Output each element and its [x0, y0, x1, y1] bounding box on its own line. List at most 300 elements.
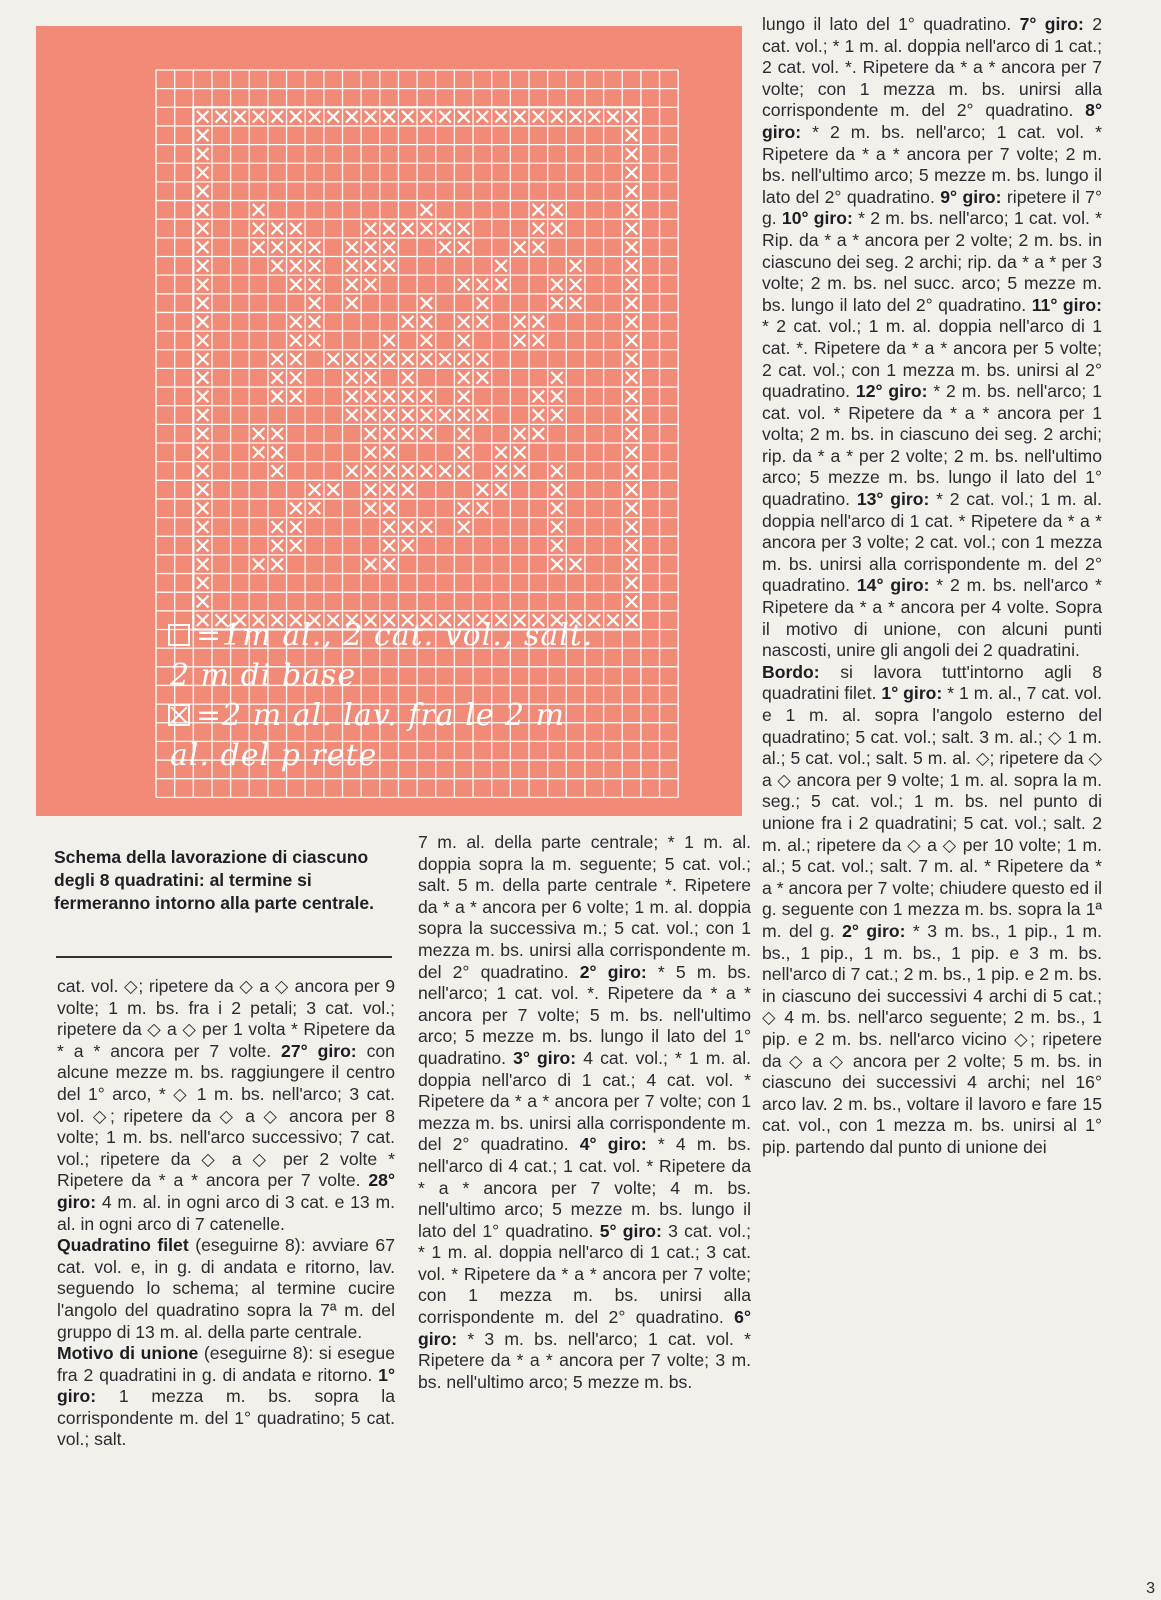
filled-cell [271, 241, 283, 253]
filled-cell [439, 111, 451, 123]
filled-cell [514, 111, 526, 123]
filled-cell [383, 223, 395, 235]
body-text: ripetere il 7° g. [762, 186, 1102, 229]
filled-cell [626, 260, 638, 272]
paragraph [57, 976, 395, 1235]
filled-cell [197, 223, 209, 235]
filled-cell [458, 223, 470, 235]
text-column-3 [762, 14, 1102, 1158]
body-text: si lavora tutt'intorno agli 8 quadratini filet. [762, 661, 1102, 704]
filled-cell [197, 297, 209, 309]
filled-cell [271, 428, 283, 440]
filled-cell [197, 185, 209, 197]
filled-cell [383, 353, 395, 365]
filled-cell [551, 558, 563, 570]
filled-cell [402, 391, 414, 403]
filled-cell [197, 540, 209, 552]
filled-cell [197, 204, 209, 216]
filled-cell [421, 428, 433, 440]
body-text: 1 mezza m. bs. sopra la corrispondente m. del 1° quadratino; 5 cat. vol.; salt. [57, 1386, 395, 1450]
filled-cell [477, 297, 489, 309]
filled-cell [533, 409, 545, 421]
filled-cell [514, 428, 526, 440]
filled-cell [346, 409, 358, 421]
filled-cell [626, 614, 638, 626]
filled-cell [402, 465, 414, 477]
filled-cell [402, 521, 414, 533]
legend-row-filled-cont [170, 738, 377, 773]
filled-cell [383, 428, 395, 440]
filled-cell [215, 111, 227, 123]
filled-cell [197, 447, 209, 459]
filled-cell [421, 335, 433, 347]
legend-row-empty-cont [170, 658, 356, 693]
legend-row-empty [168, 618, 593, 653]
filled-cell [365, 409, 377, 421]
filled-cell [551, 502, 563, 514]
filled-cell [626, 372, 638, 384]
body-text: con alcune mezze m. bs. raggiungere il centro del 1° arco, * ◇ 1 m. bs. nell'arco; 3 cat. vol. ◇; ripetere da ◇ a ◇ ancora per 8 volte; 1 m. bs. nell'arco successivo; 7 cat. vol.; ripetere da ◇ a ◇ per 2 volte * Ripetere da * a * ancora per 7 volte. [57, 1040, 395, 1191]
filled-cell [551, 521, 563, 533]
filled-cell [458, 353, 470, 365]
legend-row-filled [168, 698, 565, 733]
filled-cell [626, 409, 638, 421]
filled-cell [346, 260, 358, 272]
filled-cell [253, 223, 265, 235]
filled-cell [253, 447, 265, 459]
text-column-1 [57, 976, 395, 1451]
filled-cell [253, 204, 265, 216]
filled-cell [477, 409, 489, 421]
filled-cell [346, 279, 358, 291]
filled-cell [439, 223, 451, 235]
filled-cell [271, 558, 283, 570]
filled-cell [626, 297, 638, 309]
filled-cell [327, 484, 339, 496]
filled-cell [551, 409, 563, 421]
body-text: * 2 m. bs. nell'arco; 1 cat. vol. * Ripetere da * a * ancora per 1 volta; 2 m. bs. in ciascuno dei seg. 2 archi; rip. da * a * per 2 volte; 2 m. bs. nell'ultimo arco; 5 mezze m. bs. lungo il lato del 1° quadratino. [762, 381, 1102, 510]
filled-cell [197, 372, 209, 384]
filled-cell [421, 297, 433, 309]
filled-cell [309, 502, 321, 514]
filled-cell [626, 558, 638, 570]
filled-cell [626, 316, 638, 328]
filled-cell [477, 316, 489, 328]
section-heading: 3° giro: [513, 1047, 577, 1068]
section-heading: 8° giro: [762, 100, 1102, 142]
filled-cell [458, 372, 470, 384]
filled-cell [309, 316, 321, 328]
filled-cell [383, 558, 395, 570]
body-text: 4 cat. vol.; * 1 m. al. doppia nell'arco di 1 cat.; 4 cat. vol. * Ripetere da * a * ancora per 7 volte; con 1 mezza m. bs. unirsi alla corrispondente m. del 2° quadratino. [418, 1047, 751, 1155]
chart-caption: Schema della lavorazione di ciascuno degli 8 quadratini: al termine si fermeranno intorno alla parte centrale. [54, 847, 374, 913]
filled-cell [383, 409, 395, 421]
legend-text-1: =1m al., 2 cat. vol., salt. [196, 618, 594, 653]
filled-cell [551, 540, 563, 552]
filled-cell [626, 241, 638, 253]
filled-cell [402, 316, 414, 328]
filled-cell [197, 279, 209, 291]
body-text: * 3 m. bs., 1 pip., 1 m. bs., 1 pip., 1 m. bs., 1 pip. e 3 m. bs. nell'arco di 7 cat.; 2 m. bs., 1 pip. e 2 m. bs. in ciascuno dei successivi 4 archi di 5 cat.; ◇ 4 m. bs. nell'arco seguente; 2 m. bs., 1 pip. e 2 m. bs. nell'arco vicino ◇; ripetere da ◇ a ◇ ancora per 2 volte; 5 m. bs. in ciascuno dei successivi 4 archi; nel 16° arco lav. 2 m. bs., voltare il lavoro e fare 15 cat. vol., con 1 mezza m. bs. unirsi al 1° pip. partendo dal punto di unione dei [762, 920, 1103, 1157]
filled-cell [626, 540, 638, 552]
text-column-2 [418, 832, 751, 1393]
filled-cell [383, 260, 395, 272]
section-heading: 1° giro: [881, 683, 943, 704]
section-heading: 14° giro: [856, 575, 930, 596]
filled-cell [327, 353, 339, 365]
body-text: (eseguirne 8): avviare 67 cat. vol. e, in g. di andata e ritorno, lav. seguendo lo schema; al termine cucire l'angolo del quadratino sopra la 7ª m. del gruppo di 13 m. al. della parte centrale. [57, 1235, 395, 1342]
filled-cell [290, 372, 302, 384]
filled-cell [402, 540, 414, 552]
filled-cell [271, 372, 283, 384]
filled-cell [626, 391, 638, 403]
filled-cell [383, 465, 395, 477]
body-text: * 2 cat. vol.; 1 m. al. doppia nell'arco di 1 cat. * Ripetere da * a * ancora per 3 volte; 2 cat. vol.; con 1 mezza m. bs. unirsi alla corrispondente m. del 2° quadratino. [762, 489, 1102, 596]
crossed-square-icon [168, 704, 190, 726]
filled-cell [402, 111, 414, 123]
filled-cell [197, 409, 209, 421]
filled-cell [477, 502, 489, 514]
filled-cell [495, 447, 507, 459]
filled-cell [402, 484, 414, 496]
filled-cell [421, 111, 433, 123]
filled-cell [365, 372, 377, 384]
filled-cell [253, 241, 265, 253]
filled-cell [421, 316, 433, 328]
filled-cell [570, 279, 582, 291]
paragraph [762, 662, 1102, 1159]
filled-cell [365, 260, 377, 272]
filled-cell [290, 391, 302, 403]
filled-cell [290, 353, 302, 365]
filled-cell [197, 428, 209, 440]
filled-cell [197, 260, 209, 272]
filled-cell [383, 391, 395, 403]
filled-cell [346, 391, 358, 403]
body-text: * 5 m. bs. nell'arco; 1 cat. vol. *. Ripetere da * a * ancora per 7 volte; 5 m. bs. nell'ultimo arco; 5 mezze m. bs. lungo il lato del 1° quadratino. [418, 961, 751, 1068]
filled-cell [551, 372, 563, 384]
caption-divider [56, 956, 392, 958]
section-heading: 9° giro: [940, 186, 1002, 207]
filled-cell [458, 428, 470, 440]
filled-cell [626, 596, 638, 608]
filled-cell [197, 596, 209, 608]
body-text: (eseguirne 8): si esegue fra 2 quadratini in g. di andata e ritorno. [57, 1343, 395, 1385]
section-heading: Quadratino filet [57, 1235, 189, 1256]
filled-cell [197, 148, 209, 160]
filled-cell [383, 502, 395, 514]
filled-cell [477, 372, 489, 384]
filled-cell [271, 540, 283, 552]
filled-cell [383, 111, 395, 123]
filled-cell [439, 353, 451, 365]
filled-cell [309, 279, 321, 291]
filled-cell [495, 279, 507, 291]
filled-cell [533, 223, 545, 235]
filled-cell [495, 111, 507, 123]
filled-cell [346, 297, 358, 309]
filled-cell [495, 465, 507, 477]
section-heading: 11° giro: [1031, 294, 1102, 315]
filled-cell [551, 391, 563, 403]
filled-cell [365, 428, 377, 440]
filled-cell [197, 167, 209, 179]
filled-cell [309, 335, 321, 347]
filled-cell [588, 111, 600, 123]
filled-cell [197, 316, 209, 328]
filled-cell [514, 447, 526, 459]
filled-cell [495, 484, 507, 496]
filled-cell [402, 428, 414, 440]
legend-text-2: 2 m di base [170, 658, 357, 693]
paragraph [762, 14, 1102, 662]
filled-cell [626, 447, 638, 459]
filled-cell [533, 204, 545, 216]
filled-cell [570, 111, 582, 123]
filled-cell [365, 447, 377, 459]
filled-cell [626, 428, 638, 440]
filled-cell [197, 335, 209, 347]
filled-cell [309, 484, 321, 496]
filled-cell [458, 409, 470, 421]
filled-cell [551, 204, 563, 216]
filled-cell [271, 391, 283, 403]
filled-cell [626, 129, 638, 141]
filled-cell [271, 353, 283, 365]
filled-cell [383, 484, 395, 496]
filled-cell [514, 335, 526, 347]
filled-cell [458, 316, 470, 328]
filled-cell [346, 111, 358, 123]
filled-cell [290, 241, 302, 253]
filled-cell [290, 260, 302, 272]
body-text: 4 m. al. in ogni arco di 3 cat. e 13 m. al. in ogni arco di 7 catenelle. [57, 1191, 395, 1234]
paragraph [418, 832, 751, 1393]
filled-cell [383, 447, 395, 459]
filled-cell [271, 521, 283, 533]
section-heading: 12° giro: [855, 381, 928, 402]
section-heading: 6° giro: [418, 1307, 751, 1349]
body-text: * 1 m. al., 7 cat. vol. e 1 m. al. sopra l'angolo esterno del quadratino; 5 cat. vol.; salt. 3 m. al.; ◇ 1 m. al.; 5 cat. vol.; salt. 5 m. al. ◇; ripetere da ◇ a ◇ ancora per 9 volte; 1 m. al. sopra la m. seg.; 5 cat. vol.; 1 m. bs. nel punto di unione fra i 2 quadratini; 5 cat. vol.; salt. 2 m. al.; ripetere da ◇ a ◇ per 10 volte; 1 m. al.; 5 cat. vol.; salt. 7 m. al. * Ripetere da * a * ancora per 7 volte; chiudere questo ed il g. seguente con 1 mezza m. bs. sopra la 1ª m. del g. [762, 683, 1103, 941]
filled-cell [365, 241, 377, 253]
filled-cell [626, 148, 638, 160]
body-text: * 2 m. bs. nell'arco; 1 cat. vol. * Ripetere da * a * ancora per 7 volte; 2 m. bs. nell'ultimo arco; 5 mezze m. bs. lungo il lato del 2° quadratino. [762, 121, 1102, 207]
filet-chart-panel [36, 26, 742, 816]
filled-cell [197, 353, 209, 365]
filled-cell [197, 502, 209, 514]
filled-cell [365, 353, 377, 365]
filled-cell [346, 241, 358, 253]
filled-cell [365, 465, 377, 477]
filled-cell [533, 428, 545, 440]
filled-cell [197, 111, 209, 123]
legend-text-3: =2 m al. lav. fra le 2 m [196, 698, 566, 733]
filled-cell [477, 353, 489, 365]
filled-cell [477, 111, 489, 123]
filled-cell [458, 465, 470, 477]
filled-cell [346, 353, 358, 365]
filled-cell [309, 241, 321, 253]
filled-cell [439, 465, 451, 477]
filled-cell [514, 465, 526, 477]
filled-cell [290, 316, 302, 328]
filled-cell [197, 558, 209, 570]
filled-cell [234, 111, 246, 123]
filled-cell [421, 223, 433, 235]
filled-cell [383, 521, 395, 533]
body-text: * 2 m. bs. nell'arco * Ripetere da * a * ancora per 4 volte. Sopra il motivo di unione, con alcuni punti nascosti, unire gli angoli dei 2 quadratini. [762, 575, 1102, 661]
filled-cell [626, 521, 638, 533]
section-heading: 1° giro: [57, 1364, 395, 1407]
filled-cell [533, 111, 545, 123]
filled-cell [383, 335, 395, 347]
section-heading: Bordo: [762, 661, 820, 682]
filled-cell [533, 391, 545, 403]
filled-cell [477, 279, 489, 291]
filled-cell [383, 540, 395, 552]
empty-square-icon [168, 624, 190, 646]
filled-cell [421, 521, 433, 533]
filled-cell [402, 409, 414, 421]
filled-cell [253, 428, 265, 440]
filled-cell [290, 521, 302, 533]
filled-cell [346, 465, 358, 477]
section-heading: 2° giro: [842, 920, 906, 941]
paragraph [57, 1343, 395, 1451]
filled-cell [421, 391, 433, 403]
body-text: 2 cat. vol.; * 1 m. al. doppia nell'arco di 1 cat.; 2 cat. vol. *. Ripetere da * a * ancora per 7 volte; con 1 mezza m. bs. unirsi alla corrispondente m. del 2° quadratino. [762, 14, 1102, 121]
filled-cell [271, 447, 283, 459]
filled-cell [365, 111, 377, 123]
section-heading: 2° giro: [579, 961, 647, 982]
filled-cell [197, 241, 209, 253]
filled-cell [626, 185, 638, 197]
filled-cell [365, 391, 377, 403]
filled-cell [271, 465, 283, 477]
filled-cell [551, 279, 563, 291]
filled-cell [421, 465, 433, 477]
filled-cell [421, 353, 433, 365]
filled-cell [514, 316, 526, 328]
filled-cell [421, 204, 433, 216]
body-text: * 2 m. bs. nell'arco; 1 cat. vol. * Rip. da * a * ancora per 2 volte; 2 m. bs. in ciascuno dei seg. 2 archi; rip. da * a * per 3 volte; 2 m. bs. nel succ. arco; 5 mezze m. bs. lungo il lato del 2° quadratino. [762, 208, 1102, 315]
filled-cell [253, 111, 265, 123]
filled-cell [402, 372, 414, 384]
filled-cell [607, 111, 619, 123]
filled-cell [458, 335, 470, 347]
filled-cell [197, 521, 209, 533]
filled-cell [551, 111, 563, 123]
filled-cell [290, 111, 302, 123]
filled-cell [570, 558, 582, 570]
filled-cell [365, 484, 377, 496]
filled-cell [626, 502, 638, 514]
section-heading: 27° giro: [281, 1040, 357, 1061]
filled-cell [570, 297, 582, 309]
filled-cell [551, 465, 563, 477]
filled-cell [533, 241, 545, 253]
filled-cell [626, 465, 638, 477]
filled-cell [551, 297, 563, 309]
filled-cell [458, 241, 470, 253]
filled-cell [290, 335, 302, 347]
filled-cell [271, 111, 283, 123]
filled-cell [271, 260, 283, 272]
filled-cell [253, 558, 265, 570]
section-heading: 28° giro: [57, 1170, 395, 1212]
legend-text-4: al. del p rete [170, 738, 378, 773]
filled-cell [458, 391, 470, 403]
section-heading: 4° giro: [579, 1134, 647, 1155]
body-text: * 4 m. bs. nell'arco di 4 cat.; 1 cat. vol. * Ripetere da * a * ancora per 7 volte; 4 m. bs. nell'ultimo arco; 5 mezze m. bs. lungo il lato del 1° quadratino. [418, 1134, 751, 1241]
filled-cell [607, 614, 619, 626]
filled-cell [421, 409, 433, 421]
body-text: 7 m. al. della parte centrale; * 1 m. al. doppia sopra la m. seguente; 5 cat. vol.; salt. 5 m. della parte centrale *. Ripetere da * a * ancora per 6 volte; 1 m. al. doppia sopra la successiva m.; 5 cat. vol.; con 1 mezza m. bs. unirsi alla corrispondente m. del 2° quadratino. [418, 832, 751, 982]
filled-cell [626, 204, 638, 216]
filled-cell [402, 353, 414, 365]
body-text: cat. vol. ◇; ripetere da ◇ a ◇ ancora per 9 volte; 1 m. bs. fra i 2 petali; 3 cat. vol.; ripetere da ◇ a ◇ per 1 volta * Ripetere da * a * ancora per 7 volte. [57, 976, 395, 1061]
filled-cell [365, 502, 377, 514]
filled-cell [533, 335, 545, 347]
filled-cell [290, 502, 302, 514]
filled-cell [458, 279, 470, 291]
filled-cell [365, 223, 377, 235]
filled-cell [290, 540, 302, 552]
body-text: 3 cat. vol.; * 1 m. al. doppia nell'arco di 1 cat.; 3 cat. vol. * Ripetere da * a * ancora per 7 volte; con 1 mezza m. bs. unirsi alla corrispondente m. del 2° quadratino. [418, 1220, 751, 1328]
filled-cell [626, 353, 638, 365]
section-heading: 5° giro: [599, 1220, 662, 1241]
filled-cell [458, 502, 470, 514]
filled-cell [439, 241, 451, 253]
body-text: lungo il lato del 1° quadratino. [762, 14, 1020, 34]
filled-cell [197, 129, 209, 141]
filled-cell [197, 577, 209, 589]
filled-cell [626, 335, 638, 347]
filled-cell [514, 241, 526, 253]
filled-cell [402, 223, 414, 235]
filled-cell [458, 111, 470, 123]
filled-cell [271, 223, 283, 235]
filled-cell [290, 279, 302, 291]
body-text: * 3 m. bs. nell'arco; 1 cat. vol. * Ripetere da * a * ancora per 7 volte; 3 m. bs. nell'ultimo arco; 5 mezze m. bs. [418, 1328, 751, 1392]
filled-cell [626, 223, 638, 235]
section-heading: Motivo di unione [57, 1343, 199, 1364]
filled-cell [327, 111, 339, 123]
filled-cell [365, 558, 377, 570]
filled-cell [309, 297, 321, 309]
filled-cell [458, 521, 470, 533]
filled-cell [626, 167, 638, 179]
filled-cell [626, 279, 638, 291]
filled-cell [626, 484, 638, 496]
filled-cell [197, 465, 209, 477]
filled-cell [477, 484, 489, 496]
filled-cell [495, 260, 507, 272]
filled-cell [626, 111, 638, 123]
filled-cell [533, 316, 545, 328]
paragraph [57, 1235, 395, 1343]
section-heading: 13° giro: [856, 489, 930, 510]
filled-cell [197, 484, 209, 496]
filled-cell [551, 223, 563, 235]
filled-cell [551, 484, 563, 496]
page-number: 3 [1146, 1580, 1155, 1597]
filled-cell [309, 111, 321, 123]
filled-cell [309, 260, 321, 272]
section-heading: 10° giro: [781, 208, 853, 229]
filled-cell [197, 391, 209, 403]
section-heading: 7° giro: [1019, 14, 1084, 34]
